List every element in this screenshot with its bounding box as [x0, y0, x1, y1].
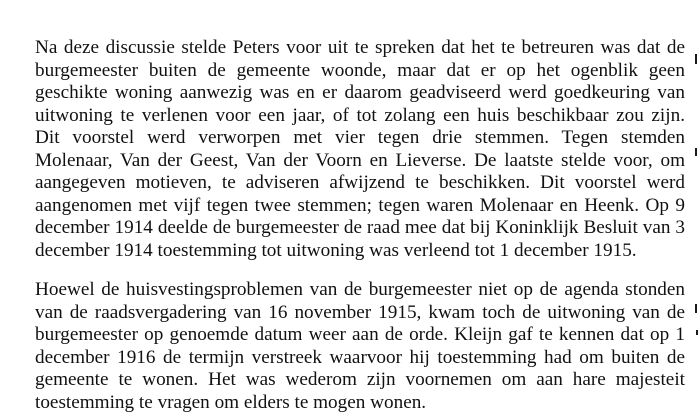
text-line: december 1914 toestemming tot uitwoning was verleend tot 1 december 1915.	[35, 239, 637, 261]
text-line: december 1914 deelde de burgemeester de raad mee dat bij Koninklijk Besluit van 3	[35, 217, 685, 238]
text-line: uitwoning te verlenen voor een jaar, of tot zolang een huis beschikbaar zou zijn.	[35, 104, 685, 126]
scan-edge-mark	[695, 54, 697, 64]
scan-edge-mark	[695, 304, 697, 313]
paragraph-2	[35, 279, 685, 414]
text-line: aangenomen met vijf tegen twee stemmen; tegen waren Molenaar en Heenk. Op 9	[35, 194, 685, 216]
text-line: geschikte woning aanwezig was en er daarom geadviseerd werd goedkeuring van	[35, 82, 685, 103]
scan-edge-mark	[695, 148, 697, 156]
text-line: Hoewel de huisvestingsproblemen van de burgemeester niet op de agenda stonden	[35, 279, 685, 300]
text-line: gemeente te wonen. Het was wederom zijn voornemen om aan hare majesteit	[35, 369, 685, 390]
paragraph-1	[35, 37, 685, 262]
text-line: toestemming te vragen om elders te mogen wonen.	[35, 391, 427, 413]
text-line: Na deze discussie stelde Peters voor uit te spreken dat het te betreuren was dat de	[35, 37, 685, 58]
text-line: burgemeester op genoemde datum weer aan de orde. Kleijn gaf te kennen dat op 1	[35, 324, 685, 345]
text-line: van de raadsvergadering van 16 november 1915, kwam toch de uitwoning van de	[35, 301, 685, 323]
text-line: aangegeven motieven, te adviseren afwijzend te beschikken. Dit voorstel werd	[35, 172, 685, 193]
text-line: Dit voorstel werd verworpen met vier tegen drie stemmen. Tegen stemden	[35, 127, 685, 148]
text-line: burgemeester buiten de gemeente woonde, maar dat er op het ogenblik geen	[35, 59, 685, 81]
scan-edge-mark	[696, 330, 698, 335]
text-line: december 1916 de termijn verstreek waarvoor hij toestemming had om buiten de	[35, 346, 685, 368]
text-line: Molenaar, Van der Geest, Van der Voorn en Lieverse. De laatste stelde voor, om	[35, 149, 685, 171]
